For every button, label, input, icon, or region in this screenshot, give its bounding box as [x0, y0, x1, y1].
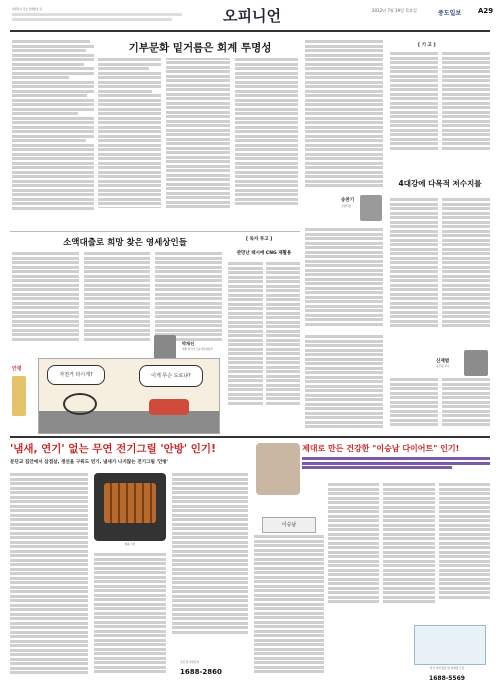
- address-line-3: [12, 18, 172, 21]
- cartoon-label: 만평: [12, 366, 22, 372]
- page-number: A29: [478, 7, 494, 15]
- mid-column-body: [305, 40, 383, 190]
- ad-right: [254, 439, 490, 687]
- ad-right-body: [254, 535, 324, 685]
- right-column-body-bottom: [390, 378, 490, 432]
- right-column-title: 4대강에 다목적 저수지를: [398, 179, 482, 188]
- mid-column-body-2: [305, 228, 383, 328]
- editorial-title: 기부문화 밑거름은 회계 투명성: [128, 42, 272, 54]
- reader-column-author-name: 박재선: [182, 341, 195, 346]
- ad-right-phone: 1688-5569: [429, 675, 465, 682]
- ad-right-headline: 제대로 만든 건강한 "이승남 다이어트" 인기!: [302, 444, 460, 453]
- cartoon-road: [39, 411, 219, 433]
- right-column-author-name: 신재범: [436, 359, 450, 364]
- ad-right-doctor-photo: [256, 443, 300, 495]
- ad-left-product-caption: 제품 사진: [124, 543, 136, 546]
- mid-column-author-role: 소방서장: [341, 205, 352, 208]
- cartoon-car: [149, 399, 189, 415]
- cartoon-logo-mark: [12, 376, 26, 416]
- mid-column-author-name: 송찬기: [341, 198, 355, 203]
- right-column-author-photo: [464, 350, 488, 376]
- paper-name: 중도일보: [438, 10, 462, 17]
- reader-column-title: 관망난 택시에 CNG 재활용: [236, 251, 292, 256]
- ad-right-product-box: [414, 625, 486, 665]
- cartoon-panel: [38, 358, 220, 434]
- ad-right-contact: 전국 지역 총판 및 판매점 모집: [429, 667, 465, 670]
- address-line-2: [12, 13, 182, 16]
- editorial-body-left: [12, 40, 94, 228]
- reader-column-body: [228, 262, 300, 432]
- ad-left-body: [10, 473, 88, 683]
- ad-left-product-image: [94, 473, 166, 541]
- address-line: 대전본사 주소·전화번호 등: [12, 8, 43, 11]
- right-column-body: [390, 198, 490, 348]
- ad-left-phone: 1688-2860: [180, 668, 222, 676]
- reader-column-author-role: 재선 한국가스공사사업본부: [182, 348, 213, 351]
- date-line: 2012년 7월 19일 목요일: [372, 8, 417, 13]
- right-column-author-role: 공주대 교수: [436, 365, 450, 368]
- cartoon-bubble-1: 자전거 타시게?: [47, 365, 105, 385]
- cartoon-bicycle: [63, 393, 97, 415]
- ad-right-doctor-name-badge: 이승남: [262, 517, 316, 533]
- section-divider: [10, 231, 300, 232]
- ad-right-intro: [302, 457, 490, 477]
- mid-column-body-3: [305, 335, 383, 435]
- cartoon-logo: [12, 365, 34, 435]
- ads-divider: [10, 436, 490, 438]
- ad-left-subheadline: 문단교 집안에서 삼겹살, 생선을 구워도 연기, 냄새가 나지않는 전기그릴 '안방': [10, 460, 169, 465]
- right-column-tag: [ 기 고 ]: [418, 43, 436, 48]
- ad-left-headline: '냄새, 연기' 없는 무연 전기그릴 '안방' 인기!: [10, 443, 216, 455]
- masthead: [0, 0, 500, 34]
- mid-column-author-photo: [360, 195, 382, 221]
- editorial-body: [98, 58, 298, 226]
- ad-right-body-2: [328, 483, 490, 623]
- right-column-body-top: [390, 52, 490, 162]
- ad-left: [10, 439, 250, 687]
- ad-left-body-2: [94, 553, 166, 683]
- ad-left-contact: 구입 및 상담문의: [180, 661, 200, 664]
- masthead-rule: [10, 30, 490, 32]
- loan-column-body: [12, 252, 222, 352]
- ad-left-body-3: [172, 473, 248, 653]
- reader-column-tag: [ 독자 투고 ]: [246, 237, 273, 242]
- cartoon-bubble-2: 이게 무슨 도로냐?: [139, 365, 203, 387]
- loan-column-title: 소액대출로 희망 찾은 영세상인들: [63, 238, 187, 248]
- section-title: 오피니언: [223, 7, 281, 25]
